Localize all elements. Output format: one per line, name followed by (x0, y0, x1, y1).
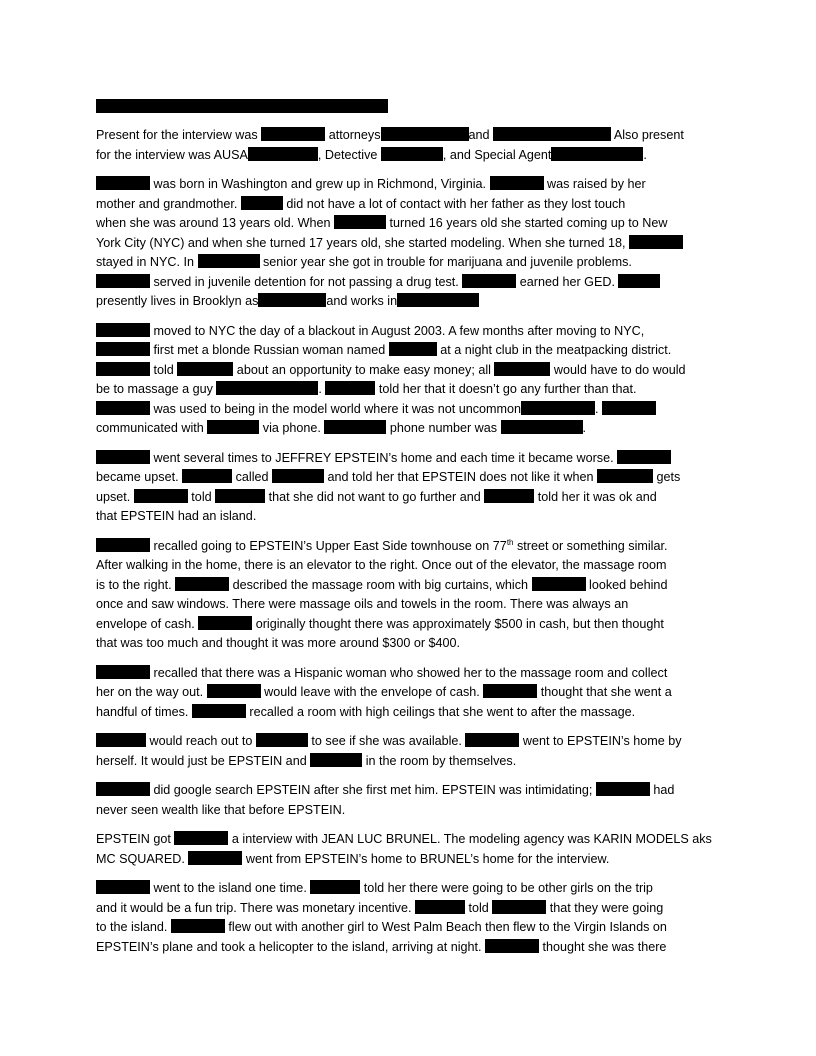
text-run: did google search EPSTEIN after she first met him. EPSTEIN was intimidating; (150, 783, 596, 797)
text-run: Also present (611, 128, 684, 142)
paragraph (96, 664, 720, 723)
paragraph (96, 732, 720, 771)
redaction-bar (175, 577, 229, 591)
redaction-bar (96, 176, 150, 190)
redaction-bar (596, 782, 650, 796)
text-run: via phone. (259, 421, 325, 435)
redaction-bar (602, 401, 656, 415)
text-run: Present for the interview was (96, 128, 262, 142)
text-line (96, 341, 720, 361)
text-run: told her it was ok and (534, 489, 657, 504)
text-run: and works in (326, 294, 398, 308)
redaction-bar (171, 919, 225, 933)
text-run: told her that it doesn’t go any further than that. (375, 382, 637, 396)
redaction-bar (483, 684, 537, 698)
paragraph (96, 126, 720, 165)
text-line (96, 537, 720, 557)
text-run: told (464, 900, 493, 915)
redaction-bar (617, 450, 671, 464)
redaction-bar (258, 293, 326, 307)
text-run: once and saw windows. There were massage oils and towels in the room. There was always an (96, 597, 629, 611)
text-run: gets (653, 470, 681, 484)
redaction-bar (325, 381, 375, 395)
text-run: stayed in NYC. In (96, 255, 198, 269)
text-run: moved to NYC the day of a blackout in August 2003. A few months after moving to NYC, (150, 323, 645, 338)
redaction-bar (216, 381, 318, 395)
paragraph (96, 830, 720, 869)
paragraph (96, 781, 720, 820)
text-run: was born in Washington and grew up in Richmond, Virginia. (150, 177, 490, 191)
redaction-bar (96, 538, 150, 552)
text-run: went to EPSTEIN’s home by (519, 734, 682, 748)
redaction-bar (188, 851, 242, 865)
text-run: be to massage a guy (96, 382, 217, 396)
redaction-bar (334, 215, 386, 229)
text-run: , and Special Agent (442, 147, 552, 162)
redaction-bar (597, 469, 653, 483)
text-run: thought that she went a (537, 685, 672, 699)
text-run: envelope of cash. (96, 616, 199, 631)
redaction-bar (521, 401, 595, 415)
text-run: York City (NYC) and when she turned 17 years old, she started modeling. When she turned 18, (96, 235, 629, 250)
text-run: told her there were going to be other girls on the trip (360, 881, 653, 895)
text-line (96, 664, 720, 684)
redaction-bar (272, 469, 324, 483)
redaction-bar (177, 362, 233, 376)
redaction-bar (493, 127, 611, 141)
paragraph (96, 449, 720, 527)
text-run: . (643, 147, 647, 162)
text-run: thought she was there (539, 939, 667, 954)
redaction-bar (96, 323, 150, 337)
text-run: never seen wealth like that before EPSTEIN. (96, 802, 346, 817)
text-run: street or something similar. (513, 538, 668, 553)
paragraph (96, 879, 720, 957)
redaction-bar (310, 753, 362, 767)
text-run: that they were going (546, 900, 664, 915)
redaction-bar (381, 147, 443, 161)
text-run: and (468, 128, 494, 142)
text-line (96, 918, 720, 938)
redaction-bar (618, 274, 660, 288)
text-line (96, 234, 720, 254)
text-run: her on the way out. (96, 685, 207, 699)
text-line (96, 488, 720, 508)
text-run: EPSTEIN’s plane and took a helicopter to the island, arriving at night. (96, 939, 485, 954)
text-run: After walking in the home, there is an elevator to the right. Once out of the elevator, the massage room (96, 558, 667, 572)
text-run: recalled that there was a Hispanic woman who showed her to the massage room and collect (150, 665, 668, 680)
text-run: and it would be a fun trip. There was monetary incentive. (96, 900, 415, 915)
text-run: had (649, 783, 675, 797)
redaction-bar (207, 684, 261, 698)
redaction-bar (174, 831, 228, 845)
text-run: recalled going to EPSTEIN’s Upper East Side townhouse on 77 (150, 538, 507, 553)
redacted-title (96, 99, 388, 113)
redaction-bar (182, 469, 232, 483)
text-line (96, 126, 720, 146)
redaction-bar (96, 665, 150, 679)
text-run: at a night club in the meatpacking district. (436, 343, 672, 357)
redaction-bar (215, 489, 265, 503)
redaction-bar (261, 127, 325, 141)
text-line (96, 449, 720, 469)
redaction-bar (324, 420, 386, 434)
redaction-bar (532, 577, 586, 591)
text-run: looked behind (585, 577, 668, 592)
text-run: presently lives in Brooklyn as (96, 294, 259, 308)
redaction-bar (96, 782, 150, 796)
redaction-bar (551, 147, 643, 161)
text-run: would have to do would (550, 362, 686, 377)
redaction-bar (192, 704, 246, 718)
redaction-bar (490, 176, 544, 190)
text-line (96, 273, 720, 293)
text-run: when she was around 13 years old. When (96, 216, 335, 230)
text-run: is to the right. (96, 577, 176, 592)
text-line (96, 683, 720, 703)
text-line (96, 781, 720, 801)
redaction-bar (248, 147, 318, 161)
text-run: . (595, 401, 603, 416)
text-run: . (318, 382, 326, 396)
text-line (96, 195, 720, 215)
text-line (96, 507, 720, 527)
text-run: would reach out to (146, 734, 256, 748)
redaction-bar (381, 127, 469, 141)
text-run: to the island. (96, 920, 171, 934)
text-run: , Detective (317, 147, 381, 162)
text-run: for the interview was AUSA (96, 147, 248, 162)
text-line (96, 214, 720, 234)
text-run: described the massage room with big curtains, which (229, 577, 532, 592)
text-line (96, 322, 720, 342)
text-run: went from EPSTEIN’s home to BRUNEL’s home for the interview. (242, 851, 610, 866)
text-run: earned her GED. (516, 274, 619, 289)
redaction-bar (241, 196, 283, 210)
redaction-bar (96, 880, 150, 894)
redaction-bar (198, 616, 252, 630)
text-line (96, 703, 720, 723)
text-line (96, 938, 720, 958)
redaction-bar (501, 420, 583, 434)
text-run: originally thought there was approximately $500 in cash, but then thought (252, 616, 664, 631)
redaction-bar (96, 733, 146, 747)
text-run: mother and grandmother. (96, 196, 241, 211)
text-run: a interview with JEAN LUC BRUNEL. The modeling agency was KARIN MODELS aks (228, 832, 712, 846)
text-run: became upset. (96, 470, 183, 484)
text-run: to see if she was available. (307, 734, 466, 748)
text-run: did not have a lot of contact with her father as they lost touch (282, 196, 626, 211)
text-run: attorneys (325, 128, 381, 142)
document-body (96, 126, 720, 967)
redaction-bar (96, 362, 150, 376)
redaction-bar (96, 450, 150, 464)
text-line (96, 615, 720, 635)
text-line (96, 468, 720, 488)
text-run: handful of times. (96, 704, 192, 719)
text-run: was used to being in the model world where it was not uncommon (150, 401, 522, 416)
redaction-bar (256, 733, 308, 747)
redaction-bar (492, 900, 546, 914)
text-line (96, 595, 720, 615)
text-line (96, 556, 720, 576)
text-line (96, 292, 720, 312)
redaction-bar (415, 900, 465, 914)
redaction-bar (389, 342, 437, 356)
redaction-bar (96, 274, 150, 288)
text-run: phone number was (386, 421, 501, 435)
text-run: senior year she got in trouble for marijuana and juvenile problems. (259, 255, 632, 269)
text-run: recalled a room with high ceilings that she went to after the massage. (245, 704, 636, 719)
paragraph (96, 175, 720, 312)
redaction-bar (207, 420, 259, 434)
redaction-bar (494, 362, 550, 376)
text-run: turned 16 years old she started coming up to New (386, 216, 668, 230)
redaction-bar (484, 489, 534, 503)
text-line (96, 380, 720, 400)
text-line (96, 361, 720, 381)
redaction-bar (134, 489, 188, 503)
text-run: that she did not want to go further and (265, 489, 485, 504)
text-run: in the room by themselves. (362, 753, 517, 768)
text-run: herself. It would just be EPSTEIN and (96, 753, 311, 768)
text-run: first met a blonde Russian woman named (150, 343, 389, 357)
text-line (96, 253, 720, 273)
superscript: th (506, 537, 514, 547)
text-line (96, 850, 720, 870)
text-line (96, 801, 720, 821)
text-line (96, 576, 720, 596)
text-run: about an opportunity to make easy money; all (233, 362, 495, 377)
redaction-bar (462, 274, 516, 288)
redaction-bar (96, 401, 150, 415)
text-run: communicated with (96, 421, 208, 435)
redaction-bar (198, 254, 260, 268)
text-line (96, 830, 720, 850)
text-run: would leave with the envelope of cash. (260, 685, 484, 699)
text-run: was raised by her (543, 177, 646, 191)
redaction-bar (629, 235, 683, 249)
paragraph (96, 322, 720, 439)
paragraph (96, 537, 720, 654)
text-line (96, 732, 720, 752)
redaction-bar (465, 733, 519, 747)
text-line (96, 400, 720, 420)
redaction-bar (310, 880, 360, 894)
text-run: told (187, 489, 216, 504)
text-run: went to the island one time. (150, 881, 311, 895)
text-run: MC SQUARED. (96, 851, 189, 866)
text-line (96, 146, 720, 166)
text-run: EPSTEIN got (96, 832, 175, 846)
text-run: went several times to JEFFREY EPSTEIN’s home and each time it became worse. (150, 450, 618, 465)
redaction-bar (485, 939, 539, 953)
text-run: told (150, 362, 178, 377)
text-line (96, 899, 720, 919)
text-run: . (582, 421, 587, 435)
text-run: that EPSTEIN had an island. (96, 509, 257, 523)
text-run: that was too much and thought it was more around $300 or $400. (96, 636, 461, 650)
text-line (96, 752, 720, 772)
text-run: flew out with another girl to West Palm Beach then flew to the Virgin Islands on (224, 920, 667, 934)
redaction-bar (96, 342, 150, 356)
text-run: served in juvenile detention for not passing a drug test. (150, 274, 463, 289)
redaction-bar (397, 293, 479, 307)
text-run: upset. (96, 489, 134, 504)
text-run: called (232, 470, 273, 484)
text-line (96, 879, 720, 899)
text-run: and told her that EPSTEIN does not like it when (324, 470, 598, 484)
text-line (96, 634, 720, 654)
text-line (96, 175, 720, 195)
text-line (96, 419, 720, 439)
